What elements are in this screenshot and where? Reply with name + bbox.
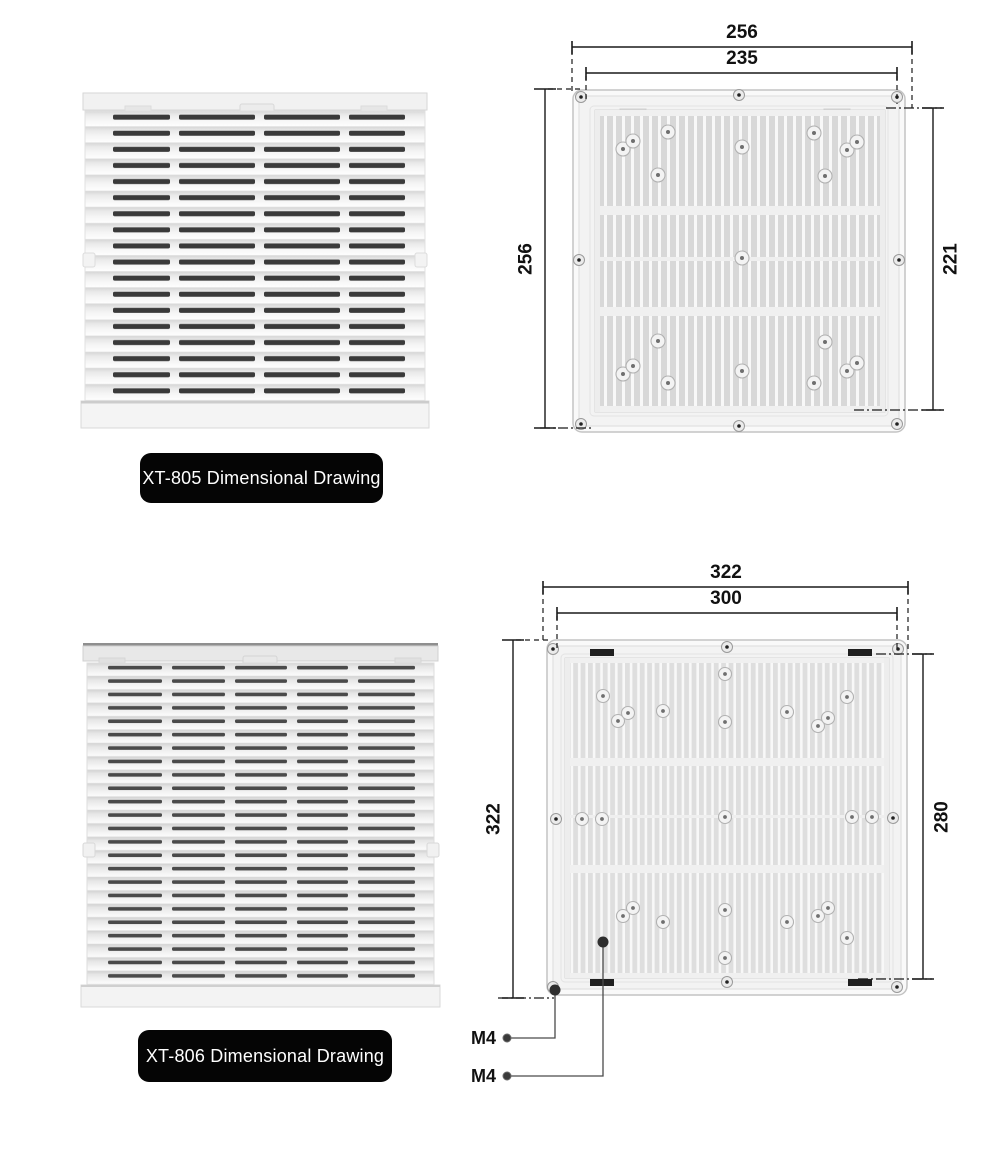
product-label-pill-xt805 (140, 453, 383, 503)
dim-outer-width-label: 322 (710, 562, 742, 583)
section-xt805 (0, 0, 1000, 560)
xt805-rear-drawing (490, 10, 980, 460)
product-label-xt806: XT-806 Dimensional Drawing (145, 1045, 385, 1066)
dim-outer-height (484, 640, 555, 998)
xt805-front-photo (75, 85, 435, 435)
m4-label-2: M4 (470, 1066, 496, 1086)
m4-label-1: M4 (470, 1028, 496, 1048)
dim-filter-width-label: 235 (726, 48, 758, 69)
dim-filter-width-label: 300 (710, 588, 742, 609)
louver-slats (83, 663, 439, 985)
dim-outer-height-label: 322 (483, 803, 505, 835)
dim-hole-spacing-label: 221 (940, 243, 962, 275)
xt806-front-photo (65, 635, 450, 1010)
product-label-pill-xt806 (138, 1030, 392, 1082)
louver-slats (83, 111, 427, 401)
section-xt806 (0, 560, 1000, 1163)
louver-cap (83, 93, 427, 113)
xt806-rear-drawing (440, 560, 980, 1120)
dim-outer-width-label: 256 (726, 22, 758, 43)
dim-outer-height-label: 256 (515, 243, 537, 275)
louver-cap (83, 643, 438, 665)
louver-base (81, 401, 429, 428)
product-label-xt805: XT-805 Dimensional Drawing (142, 467, 381, 488)
louver-base (81, 985, 440, 1007)
dim-hole-spacing-label: 280 (931, 801, 953, 833)
